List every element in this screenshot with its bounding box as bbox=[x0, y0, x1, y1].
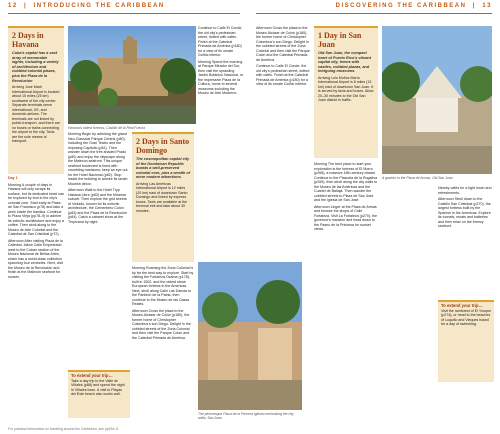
fortress-illustration bbox=[68, 26, 196, 124]
san-juan-extend-tip bbox=[438, 300, 494, 382]
gazebo-photo bbox=[382, 26, 492, 174]
san-juan-info-box bbox=[314, 26, 378, 158]
santo-afternoon: Afternoon Cross the plaza to the Museo Alcázar de Colón (p180), the former home of Christopher Columbus's son Diego. Delight in the cobbled streets of the Zona Colonial and then visit the Parque Colón and the Catedral Primada de América. bbox=[132, 308, 191, 340]
left-page-header: 12 | INTRODUCING THE CARIBBEAN bbox=[8, 3, 165, 9]
havana-photo-caption: Havana's oldest fortress, Castillo de la Real Fuerza bbox=[68, 126, 145, 130]
havana-morning-2: Morning Begin by admiring the grand Neo-Classical Parque Central (p80), including the Gran Teatro and the imposing Capitolio (p81). Then wander down the tree-shaded Prado (p80) and enjoy the cityscape along the Malecón seafront. This unique seafront boulevard is lined with crumbling mansions; keep an eye out for the Hotel Nacional (p82). Stop inside the building to admire its lavish Moorish décor. bbox=[68, 132, 128, 186]
santo-column-1 bbox=[132, 266, 194, 412]
san-juan-afternoon: Afternoon Linger at the Plaza de Armas and browse the shops of Calle Fortaleza. Visit La Fortaleza (p270), the governor's mansion and head down to the Paseo de la Princesa for sunset views. bbox=[314, 204, 378, 231]
havana-arrival: Arriving José Martí International Airport is located about 15 miles (25 km) southwest of the city center. Separate terminals serve international, US, and domestic airlines. The terminals are not linked by public transport, and there are no buses or trains connecting the airport to the city. Taxis are the sole means of transport. bbox=[12, 85, 60, 144]
page-number-left: 12 bbox=[8, 3, 18, 9]
day1-morning: Morning A couple of days in Havana will only scrape its surface, but its dedicated heart can be explored by foot in the city's colonial core. Start early at Plaza de San Francisco (p78) and take a peek inside the basilica. Continue to Plaza Vieja (pp78–9) to admire its eclectic architecture and enjoy a coffee. Then stroll along to the Museo de Arte Colonial and the Catedral de San Cristóbal (p72). bbox=[8, 182, 64, 236]
san-juan-intro: Old San Juan, the compact heart of Puerto Rico's vibrant capital city, teems with castles, cobbled plazas, and intriguing museums. bbox=[318, 51, 372, 74]
day1-afternoon: Afternoon After visiting Plaza de la Catedral, follow Calle Empedrado west to the Cuban section of the Museo Nacional de Bellas Artes, which has a world-class collection spanning four centuries. Next, visit the Museo de la Revolución and finish at the Malecón seafront for sunset. bbox=[8, 238, 63, 279]
havana-info-box bbox=[8, 26, 64, 174]
right-page-header: DISCOVERING THE CARIBBEAN | 13 bbox=[335, 3, 492, 9]
santo-domingo-info-box bbox=[132, 132, 194, 262]
san-juan-title: 1 Day in San Juan bbox=[318, 31, 362, 49]
havana-title: 2 Days in Havana bbox=[12, 31, 44, 49]
havana-tip-text: Take a day trip to the Valle de Viñales (p88) and spend the night in Viñales town. A visit to Playas del Este beach also works well. bbox=[71, 378, 125, 396]
gazebo-caption: A gazebo in the Plaza de Armas, Old San Juan bbox=[382, 176, 453, 180]
page-number-right: 13 bbox=[482, 3, 492, 9]
havana-intro: Cuba's capital has a vast array of memorable sights, including a variety of architecture and cobbled colonial plazas, plus the Plaza de la Revolución bbox=[12, 51, 59, 83]
havana-tip-title: To extend your trip… bbox=[71, 373, 113, 378]
header-rule-left bbox=[8, 13, 240, 14]
santo-column-2 bbox=[198, 26, 244, 252]
havana-fortress-photo bbox=[68, 26, 196, 124]
day1-label: Day 1 bbox=[8, 176, 18, 180]
plaza-illustration bbox=[198, 262, 302, 410]
san-juan-morning: Morning The best place to start your exploration is the fortress of El Morro (p268), a massive 16th-century citadel. Continue to the Plazuela de la Rogativa (p269), then stroll along the city walls to the Museo de las Américas and the Cuartel de Ballajá. Then wander the cobbled streets to Plaza de San José and the Iglesia de San José. bbox=[314, 162, 378, 202]
san-juan-tip-text: Visit the rainforest of El Yunque (p274), or head to the beaches of Luquillo and Vieques island for a day of swimming. bbox=[441, 308, 492, 326]
gazebo-illustration bbox=[382, 26, 492, 174]
san-juan-afternoon-2: Afternoon Stroll down to the Castillo San Cristóbal (p270), the largest fortress built by the Spanish in the Americas. Explore its tunnels, moats and batteries and then relax on the breezy seafront. bbox=[438, 197, 491, 228]
santo-arrival: Arriving Las Américas International Airport is 12 miles (20 km) east of downtown Santo Domingo and linked by express buses. Taxis are available at the terminal exit and take about 30 minutes. bbox=[136, 181, 188, 213]
havana-afternoon-2: Afternoon Walk to the Hotel Tryp Habana Libre (p83) and the Miramar suburb. Then explore the grid streets of Vedado, known for its eclectic architecture, the Cementerio Colón (p83) and the Plaza de la Revolución (p84). Catch a cabaret show at the Tropicana by night. bbox=[68, 188, 127, 224]
santo-morning: Morning Roaming the Zona Colonial is by far the best way to explore. Start by visiting the Fortaleza Ozama (p178), built in 1502, and the oldest stone European fortress in the Americas. Next, stroll along Calle Las Damas to the Panteón de la Patria, then continue to the Museo de las Casas Reales. bbox=[132, 266, 194, 306]
santo-morning-3: Afternoon Cross the plaza to the Museo Alcázar de Colón (p180), the former home of Christopher Columbus's son Diego. Delight in the cobbled streets of the Zona Colonial and then visit the Parque Colón and the Catedral Primada de América. bbox=[256, 26, 310, 62]
santo-column-3 bbox=[256, 26, 310, 258]
santo-morning-2: Morning Spend the morning at Parque Mirador del Sur, then visit the sprawling Jardín Botánico Nacional, or the impressive Plaza de la Cultura, home to several museums including the Museo de Arte Moderno. bbox=[198, 59, 244, 95]
havana-extend-tip bbox=[68, 370, 130, 418]
san-juan-tip-title: To extend your trip… bbox=[441, 303, 483, 308]
havana-column-2 bbox=[68, 132, 128, 366]
day1-column bbox=[8, 176, 64, 412]
santo-continue: Continue to Calle El Conde, the old city's pedestrian street, dotted with cafés. Finish at the Catedral Primada de América (p180) for a view of its ornate Gothic interior. bbox=[198, 26, 243, 57]
footer-note: For practical information on traveling around the Caribbean, see pp294–5 bbox=[8, 427, 119, 431]
plaza-caption: The picturesque Plaza de la Primera Iglesia overlooking the city walls, San Juan bbox=[198, 412, 294, 420]
san-juan-arrival: Arriving Luis Muñoz Marín International Airport is 8 miles (13 km) east of downtown San Juan. It is served by taxis and buses. Allow 20–30 minutes to the Old San Juan district in traffic. bbox=[318, 75, 374, 103]
san-juan-column bbox=[314, 162, 378, 412]
san-juan-column-2 bbox=[438, 186, 492, 298]
plaza-photo bbox=[198, 262, 302, 410]
header-rule-right bbox=[256, 13, 492, 14]
santo-cont-3: Continue to Calle El Conde, the old city's pedestrian street, dotted with cafés. Finish at the Catedral Primada de América (p180) for a view of its ornate Gothic interior. bbox=[256, 64, 310, 86]
section-title-right: DISCOVERING THE CARIBBEAN bbox=[335, 3, 467, 9]
santo-title: 2 Days in Santo Domingo bbox=[136, 137, 190, 155]
santo-intro: The cosmopolitan capital city of the Dominican Republic boasts a well-preserved colonial core, plus a wealth of more modern attractions. bbox=[136, 157, 191, 180]
san-juan-text-2: Nearby cafés for a light lunch and refreshments. bbox=[438, 186, 492, 195]
section-title-left: INTRODUCING THE CARIBBEAN bbox=[33, 3, 165, 9]
